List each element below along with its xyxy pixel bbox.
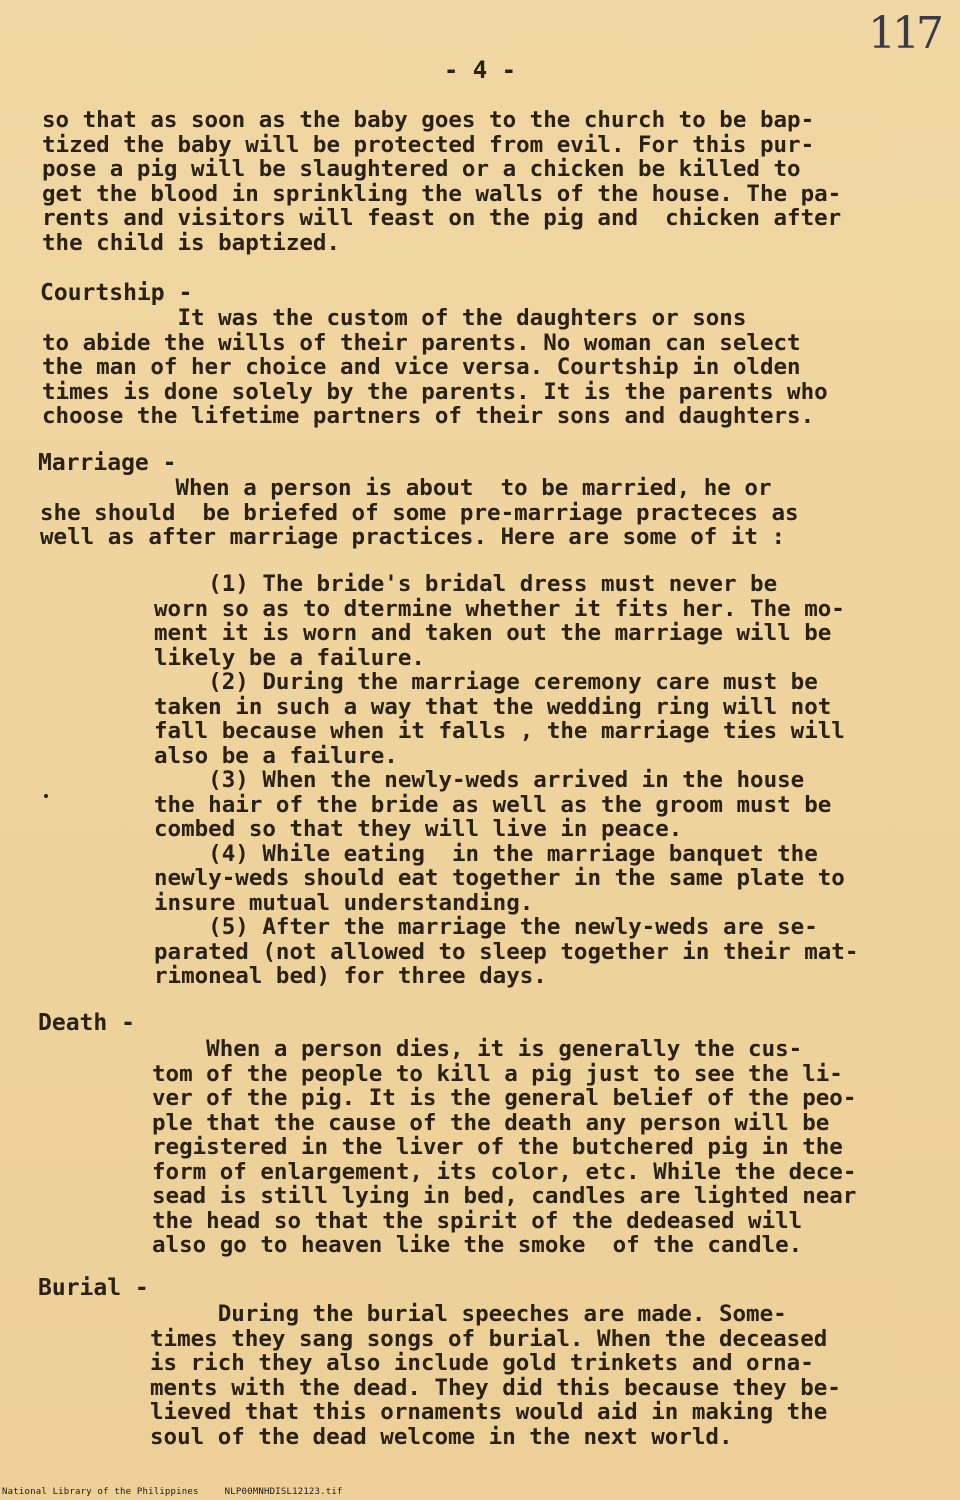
text-line: registered in the liver of the butchered pig in the [152, 1134, 843, 1160]
text-line: taken in such a way that the wedding ring will not [154, 693, 832, 720]
text-line: to abide the wills of their parents. No woman can select [42, 329, 801, 356]
stray-mark [44, 794, 48, 798]
text-line: During the burial speeches are made. Some- [150, 1301, 787, 1327]
text-line: insure mutual understanding. [154, 889, 534, 916]
text-line: likely be a failure. [154, 644, 425, 671]
page-number: - 4 - [443, 56, 517, 84]
text-line: sead is still lying in bed, candles are lighted near [152, 1183, 857, 1209]
text-line: worn so as to dtermine whether it fits her. The mo- [154, 595, 845, 622]
text-line: is rich they also include gold trinkets and orna- [150, 1350, 814, 1376]
folio-number: 117 [868, 8, 940, 59]
text-line: pose a pig will be slaughtered or a chicken be killed to [42, 156, 801, 182]
text-line: (2) During the marriage ceremony care must be [154, 669, 818, 695]
text-line: newly-weds should eat together in the same plate to [154, 865, 845, 891]
text-line: It was the custom of the daughters or sons [42, 305, 747, 331]
text-line: choose the lifetime partners of their sons and daughters. [42, 403, 815, 429]
text-line: so that as soon as the baby goes to the church to be bap- [42, 107, 815, 133]
burial-heading: Burial - [38, 1275, 149, 1301]
text-line: (1) The bride's bridal dress must never be [154, 571, 778, 597]
text-line: (3) When the newly-weds arrived in the house [154, 767, 805, 793]
text-line: get the blood in sprinkling the walls of the house. The pa- [42, 180, 842, 207]
text-line: combed so that they will live in peace. [154, 816, 683, 842]
scan-footer [2, 1487, 369, 1497]
text-line: the man of her choice and vice versa. Courtship in olden [42, 354, 801, 380]
footer-library: National Library of the Philippines [2, 1487, 199, 1497]
text-line: ments with the dead. They did this because they be- [150, 1374, 841, 1401]
death-heading: Death - [38, 1010, 135, 1036]
text-line: she should be briefed of some pre-marriage practeces as [40, 499, 799, 526]
text-line: When a person dies, it is generally the cus- [152, 1036, 803, 1062]
courtship-heading: Courtship - [40, 280, 193, 306]
text-line: the hair of the bride as well as the groom must be [154, 791, 832, 818]
text-line: soul of the dead welcome in the next world. [150, 1423, 733, 1450]
text-line: rimoneal bed) for three days. [154, 963, 547, 989]
text-line: fall because when it falls , the marriage ties will [154, 718, 845, 744]
text-line: the child is baptized. [42, 229, 341, 256]
text-line: also be a failure. [154, 742, 398, 769]
marriage-heading: Marriage - [38, 450, 177, 476]
text-line: rents and visitors will feast on the pig and chicken after [42, 205, 842, 231]
text-line: tized the baby will be protected from evil. For this pur- [42, 131, 815, 158]
text-line: the head so that the spirit of the dedeased will [152, 1207, 803, 1234]
text-line: ple that the cause of the death any person will be [152, 1109, 830, 1136]
text-line: When a person is about to be married, he or [40, 475, 772, 501]
text-line: well as after marriage practices. Here are some of it : [40, 524, 786, 550]
text-line: (5) After the marriage the newly-weds are se- [154, 914, 818, 940]
text-line: (4) While eating in the marriage banquet the [154, 840, 818, 867]
courtship-paragraph [42, 306, 828, 429]
intro-paragraph [42, 108, 841, 255]
text-line: also go to heaven like the smoke of the candle. [152, 1232, 803, 1258]
text-line: ment it is worn and taken out the marriage will be [154, 620, 832, 646]
text-line: times they sang songs of burial. When the deceased [150, 1325, 828, 1352]
text-line: parated (not allowed to sleep together in their mat- [154, 938, 859, 965]
burial-paragraph [150, 1302, 841, 1449]
footer-filename: NLP00MNHDISL12123.tif [224, 1487, 343, 1497]
text-line: tom of the people to kill a pig just to see the li- [152, 1060, 843, 1087]
text-line: times is done solely by the parents. It is the parents who [42, 378, 828, 405]
marriage-paragraph [40, 476, 799, 550]
text-line: ver of the pig. It is the general belief of the peo- [152, 1085, 857, 1111]
text-line: lieved that this ornaments would aid in making the [150, 1399, 828, 1425]
marriage-practices-list [154, 572, 858, 989]
text-line: form of enlargement, its color, etc. While the dece- [152, 1158, 857, 1185]
death-paragraph [152, 1037, 856, 1258]
